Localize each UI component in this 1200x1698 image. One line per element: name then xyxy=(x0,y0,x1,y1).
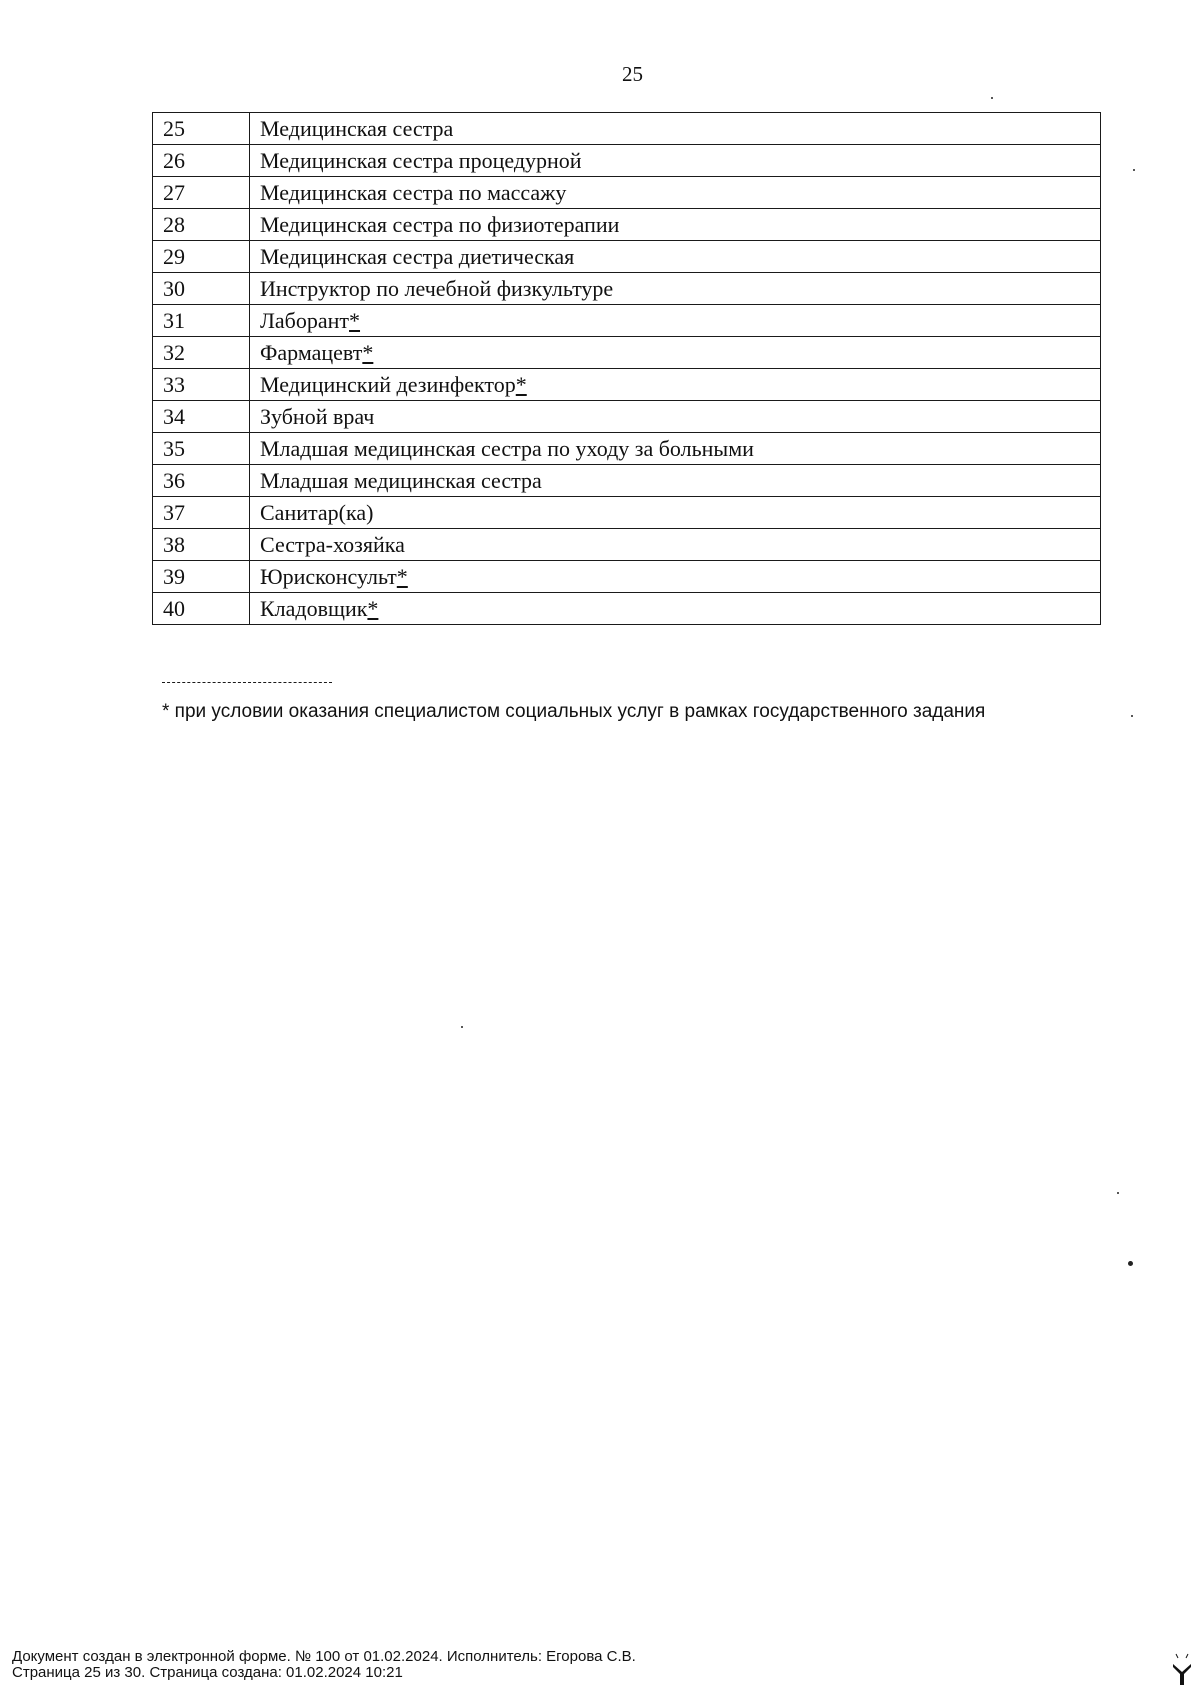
scan-speck xyxy=(1117,1192,1119,1194)
table-row xyxy=(153,305,1101,337)
row-number: 39 xyxy=(153,561,250,593)
position-title: Инструктор по лечебной физкультуре xyxy=(260,276,614,301)
table-row xyxy=(153,561,1101,593)
footnote-mark: * xyxy=(362,340,374,365)
table-row xyxy=(153,529,1101,561)
table-row xyxy=(153,145,1101,177)
position-title: Юрисконсульт xyxy=(260,564,397,589)
row-number: 38 xyxy=(153,529,250,561)
scan-speck xyxy=(1133,169,1135,171)
footnote-mark: * xyxy=(349,308,361,333)
footer-line-1: Документ создан в электронной форме. № 100 от 01.02.2024. Исполнитель: Егорова С.В. xyxy=(12,1648,636,1665)
row-number: 28 xyxy=(153,209,250,241)
page-number: 25 xyxy=(622,62,643,86)
position-title: Лаборант xyxy=(260,308,350,333)
position-title: Санитар(ка) xyxy=(260,500,374,525)
positions-table-body xyxy=(153,113,1101,625)
row-number: 32 xyxy=(153,337,250,369)
document-footer xyxy=(12,1649,636,1681)
scan-speck xyxy=(991,97,993,99)
position-cell xyxy=(250,369,1101,401)
position-title: Медицинский дезинфектор xyxy=(260,372,516,397)
position-cell xyxy=(250,145,1101,177)
table-row xyxy=(153,177,1101,209)
position-title: Младшая медицинская сестра по уходу за больными xyxy=(260,436,754,461)
position-cell xyxy=(250,337,1101,369)
position-cell xyxy=(250,113,1101,145)
position-cell xyxy=(250,529,1101,561)
row-number: 30 xyxy=(153,273,250,305)
scan-speck xyxy=(1131,715,1133,717)
position-cell xyxy=(250,209,1101,241)
table-row xyxy=(153,273,1101,305)
row-number: 27 xyxy=(153,177,250,209)
table-row xyxy=(153,337,1101,369)
position-cell xyxy=(250,433,1101,465)
table-row xyxy=(153,401,1101,433)
position-cell xyxy=(250,401,1101,433)
position-title: Медицинская сестра процедурной xyxy=(260,148,582,173)
position-title: Медицинская сестра по физиотерапии xyxy=(260,212,620,237)
row-number: 26 xyxy=(153,145,250,177)
position-title: Кладовщик xyxy=(260,596,368,621)
row-number: 37 xyxy=(153,497,250,529)
position-cell xyxy=(250,465,1101,497)
table-row xyxy=(153,465,1101,497)
positions-table xyxy=(152,112,1101,625)
row-number: 34 xyxy=(153,401,250,433)
row-number: 29 xyxy=(153,241,250,273)
table-row xyxy=(153,113,1101,145)
row-number: 35 xyxy=(153,433,250,465)
table-row xyxy=(153,497,1101,529)
row-number: 25 xyxy=(153,113,250,145)
table-row xyxy=(153,369,1101,401)
row-number: 40 xyxy=(153,593,250,625)
row-number: 33 xyxy=(153,369,250,401)
footnote-text: * при условии оказания специалистом социальных услуг в рамках государственного задания xyxy=(162,701,986,722)
position-cell xyxy=(250,561,1101,593)
row-number: 31 xyxy=(153,305,250,337)
table-row xyxy=(153,241,1101,273)
position-title: Медицинская сестра диетическая xyxy=(260,244,575,269)
row-number: 36 xyxy=(153,465,250,497)
footnote-separator xyxy=(162,682,332,683)
position-title: Медицинская сестра xyxy=(260,116,454,141)
table-row xyxy=(153,593,1101,625)
scan-speck xyxy=(461,1026,463,1028)
footnote-mark: * xyxy=(396,564,408,589)
position-title: Зубной врач xyxy=(260,404,375,429)
position-title: Фармацевт xyxy=(260,340,363,365)
position-cell xyxy=(250,593,1101,625)
position-cell xyxy=(250,273,1101,305)
position-cell xyxy=(250,241,1101,273)
position-cell xyxy=(250,497,1101,529)
footnote-mark: * xyxy=(515,372,527,397)
footnote-mark: * xyxy=(367,596,379,621)
position-title: Младшая медицинская сестра xyxy=(260,468,542,493)
emblem-icon xyxy=(1171,1652,1193,1686)
table-row xyxy=(153,433,1101,465)
table-row xyxy=(153,209,1101,241)
footer-line-2: Страница 25 из 30. Страница создана: 01.02.2024 10:21 xyxy=(12,1664,403,1681)
scan-speck xyxy=(1128,1261,1133,1266)
position-title: Медицинская сестра по массажу xyxy=(260,180,567,205)
position-cell xyxy=(250,177,1101,209)
position-cell xyxy=(250,305,1101,337)
position-title: Сестра-хозяйка xyxy=(260,532,405,557)
